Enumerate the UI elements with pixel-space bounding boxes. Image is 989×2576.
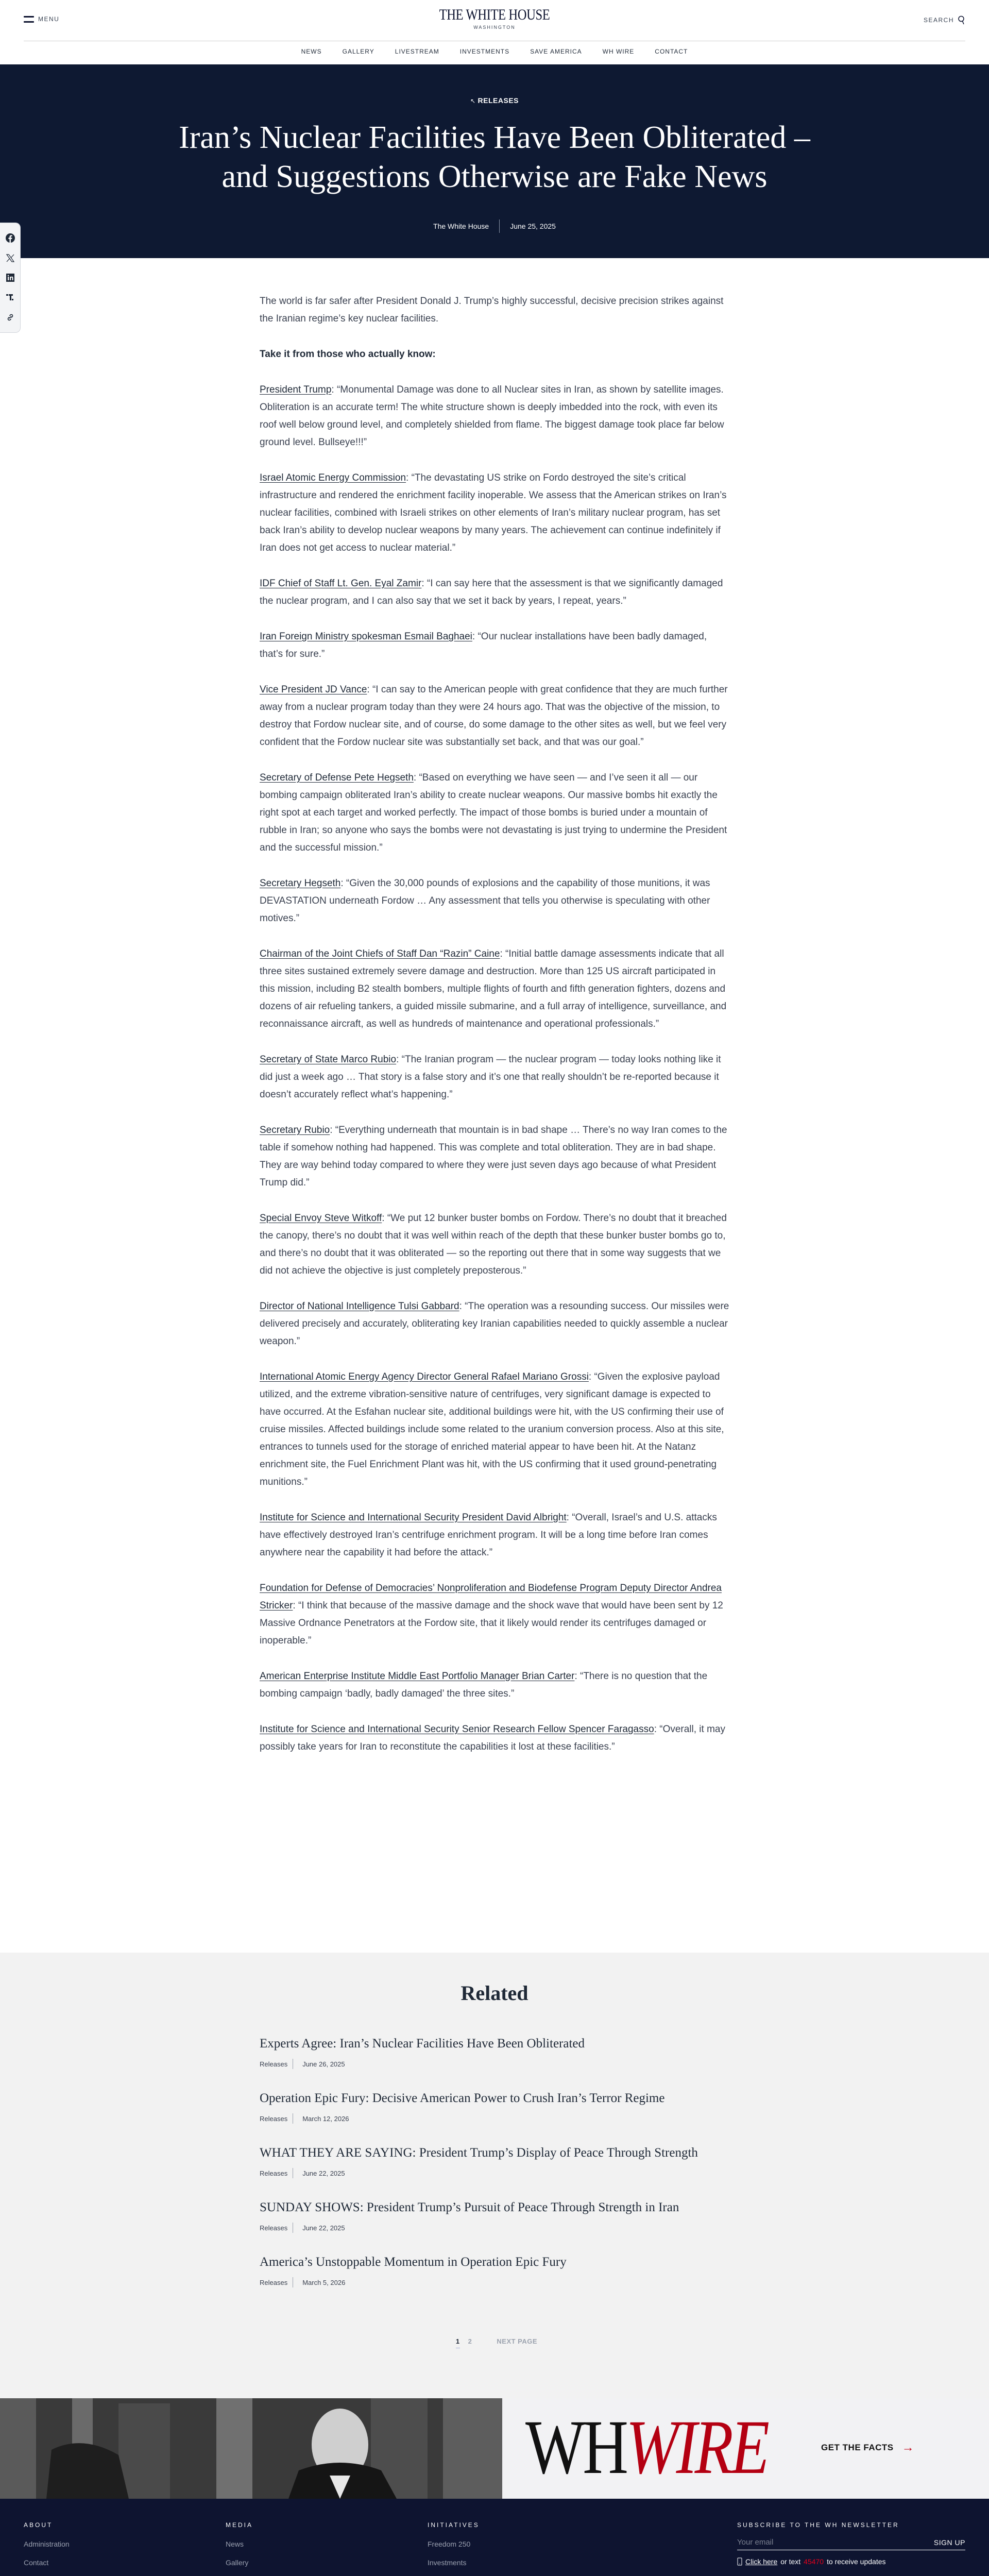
pagination: [0, 2337, 989, 2349]
quote-source-link[interactable]: Israel Atomic Energy Commission: [260, 472, 406, 483]
article-intro: The world is far safer after President Donald J. Trump’s highly successful, decisive precision strikes against the Iranian regime’s key nuclear facilities.: [260, 296, 724, 324]
related-item-category[interactable]: Releases: [260, 2114, 288, 2123]
quote-text: : “Initial battle damage assessments indicate that all three sites sustained extremely severe damage and destruction. More than 125 US aircraft participated in this mission, including B2 stealth bombers, multiple flights of fourth and fifth generation fighters, dozens and dozens of air refueling tankers, a guided missile submarine, and a full array of intelligence, surveillance, and reconnaissance aircraft, as well as hundreds of maintenance and operational professionals.”: [260, 948, 727, 1029]
related-item-category[interactable]: Releases: [260, 2278, 288, 2286]
quote-paragraph: [260, 1368, 729, 1491]
footer-heading: MEDIA: [226, 2521, 253, 2529]
quote-text: : “The Iranian program — the nuclear program — today looks nothing like it did just a week ago … That story is a false story and it’s one that really shouldn’t be re-reported because it doesn’t accurately reflect what’s happening.”: [260, 1054, 721, 1100]
nav-news[interactable]: NEWS: [301, 48, 322, 55]
quote-source-link[interactable]: Chairman of the Joint Chiefs of Staff Dan “Razin” Caine: [260, 948, 500, 959]
site-footer: [0, 2499, 989, 2576]
quote-source-link[interactable]: Institute for Science and International Security Senior Research Fellow Spencer Faragasso: [260, 1724, 654, 1735]
nav-investments[interactable]: INVESTMENTS: [459, 48, 510, 55]
related-item-date: June 22, 2025: [302, 2224, 345, 2232]
nav-save-america[interactable]: SAVE AMERICA: [530, 48, 582, 55]
newsletter-heading: SUBSCRIBE TO THE WH NEWSLETTER: [737, 2521, 899, 2529]
page-1[interactable]: 1: [456, 2337, 460, 2349]
quote-text: : “The operation was a resounding success. Our missiles were delivered precisely and accurately, obliterating key Iranian capabilities needed to quickly assemble a nuclear weapon.”: [260, 1301, 729, 1347]
logo-title: THE WHITE HOUSE: [439, 6, 550, 23]
truth-social-icon[interactable]: [6, 293, 15, 302]
sms-text-end: to receive updates: [827, 2557, 886, 2566]
search-label: SEARCH: [923, 16, 954, 24]
phone-icon: [737, 2557, 742, 2566]
footer-col-initiatives: [428, 2521, 513, 2576]
quote-paragraph: [260, 381, 729, 451]
quote-paragraph: [260, 1721, 729, 1756]
quote-paragraph: [260, 1051, 729, 1104]
quote-source-link[interactable]: Iran Foreign Ministry spokesman Esmail Baghaei: [260, 631, 472, 642]
quote-paragraph: [260, 575, 729, 610]
x-icon[interactable]: [6, 253, 15, 263]
footer-link-freedom-250[interactable]: Freedom 250: [428, 2540, 471, 2548]
related-item-meta: [260, 2113, 729, 2124]
quote-text: : “Overall, Israel’s and U.S. attacks have effectively destroyed Iran’s centrifuge enrichment program. It will be a long time before Iran comes anywhere near the capability it had before the attack.”: [260, 1512, 717, 1558]
newsletter-signup: [737, 2521, 965, 2566]
related-item-meta: [260, 2059, 729, 2069]
quote-paragraph: [260, 1668, 729, 1703]
related-item-date: March 12, 2026: [302, 2114, 349, 2123]
page-title: Iran’s Nuclear Facilities Have Been Obliterated – and Suggestions Otherwise are Fake News: [179, 120, 810, 194]
quote-list: [260, 381, 729, 1756]
nav-contact[interactable]: CONTACT: [655, 48, 688, 55]
sms-number: 45470: [804, 2557, 824, 2566]
sms-click-here-link[interactable]: Click here: [745, 2557, 778, 2566]
footer-link-administration[interactable]: Administration: [24, 2540, 70, 2548]
related-title: Related: [461, 1981, 528, 2005]
related-item-category[interactable]: Releases: [260, 2060, 288, 2068]
meta-divider: [499, 219, 500, 233]
quote-source-link[interactable]: IDF Chief of Staff Lt. Gen. Eyal Zamir: [260, 578, 422, 589]
quote-text: : “Given the explosive payload utilized, and the extreme vibration-sensitive nature of centrifuges, very significant damage is expected to have occurred. At the Esfahan nuclear site, additional buildings were hit, with the US confirming their use of cruise missiles. Affected buildings include some related to the uranium conversion process. Also at this site, entrances to tunnels used for the storage of enriched material appear to have been hit. At the Natanz enrichment site, the Fuel Enrichment Plant was hit, with the US confirming that it used ground-penetrating munitions.”: [260, 1371, 724, 1487]
quote-source-link[interactable]: International Atomic Energy Agency Director General Rafael Mariano Grossi: [260, 1371, 589, 1382]
footer-link-news[interactable]: News: [226, 2540, 244, 2548]
article-date: June 25, 2025: [510, 222, 556, 230]
footer-col-about: [24, 2521, 70, 2576]
category-link[interactable]: [0, 96, 989, 105]
quote-source-link[interactable]: Foundation for Defense of Democracies’ Nonproliferation and Biodefense Program Deputy Director Andrea Stricker: [260, 1583, 722, 1611]
sms-text-mid: or text: [780, 2557, 801, 2566]
footer-link-contact[interactable]: Contact: [24, 2558, 49, 2567]
article-body: [260, 293, 729, 1774]
footer-col-media: [226, 2521, 284, 2576]
email-input[interactable]: [737, 2538, 902, 2547]
related-item-meta: [260, 2277, 729, 2287]
quote-text: : “Everything underneath that mountain is in bad shape … There’s no way Iran comes to the table if somehow nothing had happened. This was complete and total obliteration. They are in bad shape. They are way behind today compared to where they were just seven days ago because of what President Trump did.”: [260, 1125, 727, 1188]
related-item-title[interactable]: America’s Unstoppable Momentum in Operation Epic Fury: [260, 2255, 567, 2269]
related-item: [260, 2144, 729, 2199]
quote-source-link[interactable]: Secretary of State Marco Rubio: [260, 1054, 397, 1065]
related-list: [260, 2035, 729, 2308]
related-item-meta: [260, 2223, 729, 2233]
quote-source-link[interactable]: President Trump: [260, 384, 332, 395]
share-bar: [0, 223, 21, 333]
quote-text: : “Given the 30,000 pounds of explosions and the capability of those munitions, it was DEVASTATION underneath Fordow … Any assessment that tells you otherwise is speculating with other motives.”: [260, 878, 710, 924]
related-item: [260, 2090, 729, 2144]
wh-wire-banner[interactable]: [0, 2398, 989, 2499]
get-the-facts-label: GET THE FACTS: [821, 2443, 894, 2452]
quote-paragraph: [260, 945, 729, 1033]
footer-link-investments[interactable]: Investments: [428, 2558, 467, 2567]
quote-text: : “Based on everything we have seen — and I’ve seen it all — our bombing campaign obliterated Iran’s ability to create nuclear weapons. Our massive bombs hit exactly the right spot at each target and worked perfectly. The impact of those bombs is buried under a mountain of rubble in Iran; so anyone who says the bombs were not devastating is just trying to undermine the President and the successful mission.”: [260, 772, 727, 853]
related-item: [260, 2035, 729, 2090]
linkedin-icon[interactable]: [6, 273, 15, 282]
next-page-link[interactable]: NEXT PAGE: [497, 2337, 538, 2345]
search-icon: [958, 15, 965, 25]
facebook-icon[interactable]: [6, 233, 15, 243]
quote-source-link[interactable]: Secretary of Defense Pete Hegseth: [260, 772, 414, 783]
arrow-up-left-icon: ↖: [470, 97, 476, 105]
quote-paragraph: [260, 1580, 729, 1650]
quote-paragraph: [260, 1509, 729, 1562]
wh-wire-logo: WHWIRE: [525, 2404, 768, 2490]
get-the-facts-link[interactable]: [821, 2441, 914, 2455]
quote-text: : “Monumental Damage was done to all Nuclear sites in Iran, as shown by satellite images. Obliteration is an accurate term! The white structure shown is deeply imbedded into the rock, with even its roof well below ground level, and completely shielded from flame. The biggest damage took place far below ground level. Bullseye!!!”: [260, 384, 724, 448]
wire-banner-photo: [0, 2398, 502, 2499]
related-section: [0, 1953, 989, 2399]
quote-source-link[interactable]: Vice President JD Vance: [260, 684, 367, 695]
nav-wh-wire[interactable]: WH WIRE: [602, 48, 635, 55]
quote-source-link[interactable]: Director of National Intelligence Tulsi Gabbard: [260, 1301, 459, 1312]
quote-source-link[interactable]: Secretary Rubio: [260, 1125, 330, 1136]
quote-text: : “I can say to the American people with great confidence that they are much further away from a nuclear program today than they were 24 hours ago. That was the objective of the mission, to destroy that Fordow nuclear site, and of course, do some damage to the other sites as well, but we feel very confident that the Fordow nuclear site was substantially set back, and that was our goal.”: [260, 684, 728, 748]
related-item-category[interactable]: Releases: [260, 2224, 288, 2232]
page-2[interactable]: 2: [468, 2337, 472, 2345]
quote-text: : “The devastating US strike on Fordo destroyed the site’s critical infrastructure and rendered the enrichment facility inoperable. We assess that the American strikes on Iran’s nuclear facilities, combined with Israeli strikes on other elements of Iran’s military nuclear program, has set back Iran’s ability to develop nuclear weapons by many years. The achievement can continue indefinitely if Iran does not get access to nuclear material.”: [260, 472, 727, 553]
quote-paragraph: [260, 469, 729, 557]
quote-text: : “I think that because of the massive damage and the shock wave that would have been sent by 12 Massive Ordnance Penetrators at the Fordow site, that it likely would render its centrifuges damaged or inoperable.”: [260, 1600, 723, 1646]
article-subhead: Take it from those who actually know:: [260, 349, 436, 360]
arrow-right-icon: →: [901, 2441, 915, 2454]
quote-paragraph: [260, 1122, 729, 1192]
quote-source-link[interactable]: Institute for Science and International Security President David Albright: [260, 1512, 567, 1523]
quote-paragraph: [260, 681, 729, 751]
article-meta: [0, 219, 989, 233]
quote-source-link[interactable]: American Enterprise Institute Middle East Portfolio Manager Brian Carter: [260, 1671, 575, 1682]
footer-heading: INITIATIVES: [428, 2521, 480, 2529]
search-button[interactable]: [924, 15, 965, 25]
related-item-title[interactable]: WHAT THEY ARE SAYING: President Trump’s Display of Peace Through Strength: [260, 2146, 698, 2160]
quote-paragraph: [260, 1210, 729, 1280]
article-author: The White House: [433, 222, 489, 230]
link-icon[interactable]: [6, 313, 15, 322]
related-item-category[interactable]: Releases: [260, 2169, 288, 2177]
logo-subtitle: WASHINGTON: [473, 25, 516, 30]
site-header: [0, 0, 989, 64]
email-row: [737, 2538, 965, 2550]
related-item-title[interactable]: Experts Agree: Iran’s Nuclear Facilities Have Been Obliterated: [260, 2037, 585, 2050]
related-item: [260, 2199, 729, 2253]
related-item-title[interactable]: Operation Epic Fury: Decisive American Power to Crush Iran’s Terror Regime: [260, 2091, 665, 2105]
related-item-date: June 22, 2025: [302, 2169, 345, 2177]
nav-gallery[interactable]: GALLERY: [342, 48, 374, 55]
quote-text: : “Our nuclear installations have been badly damaged, that’s for sure.”: [260, 631, 707, 659]
quote-source-link[interactable]: Secretary Hegseth: [260, 878, 341, 889]
site-logo[interactable]: [0, 6, 989, 30]
quote-text: : “There is no question that the bombing campaign ‘badly, badly damaged’ the three sites.”: [260, 1671, 708, 1699]
sms-signup: [737, 2557, 965, 2566]
footer-link-gallery[interactable]: Gallery: [226, 2558, 249, 2567]
quote-text: : “We put 12 bunker buster bombs on Fordow. There’s no doubt that it breached the canopy, there’s no doubt that it was well within reach of the depth that these bunker buster bombs go to, and there’s no doubt that it was obliterated — so the reporting out there that in some way suggests that we did not achieve the objective is just completely preposterous.”: [260, 1213, 727, 1276]
sign-up-button[interactable]: SIGN UP: [933, 2538, 965, 2547]
footer-heading: ABOUT: [24, 2521, 53, 2529]
quote-text: : “Overall, it may possibly take years for Iran to reconstitute the capabilities it lost at these facilities.”: [260, 1724, 725, 1752]
quote-paragraph: [260, 875, 729, 927]
related-item-date: March 5, 2026: [302, 2278, 346, 2286]
quote-paragraph: [260, 628, 729, 663]
related-item-date: June 26, 2025: [302, 2060, 345, 2068]
nav-livestream[interactable]: LIVESTREAM: [395, 48, 439, 55]
article-hero: [0, 64, 989, 258]
related-item-title[interactable]: SUNDAY SHOWS: President Trump’s Pursuit of Peace Through Strength in Iran: [260, 2200, 679, 2214]
quote-source-link[interactable]: Special Envoy Steve Witkoff: [260, 1213, 382, 1224]
main-nav: [0, 48, 989, 55]
related-item-meta: [260, 2168, 729, 2178]
quote-text: : “I can say here that the assessment is that we significantly damaged the nuclear program, and I can also say that we set it back by years, I repeat, years.”: [260, 578, 723, 606]
related-item: [260, 2253, 729, 2308]
category-label: RELEASES: [478, 96, 519, 105]
quote-paragraph: [260, 769, 729, 857]
menu-label: MENU: [38, 15, 60, 23]
quote-paragraph: [260, 1298, 729, 1350]
